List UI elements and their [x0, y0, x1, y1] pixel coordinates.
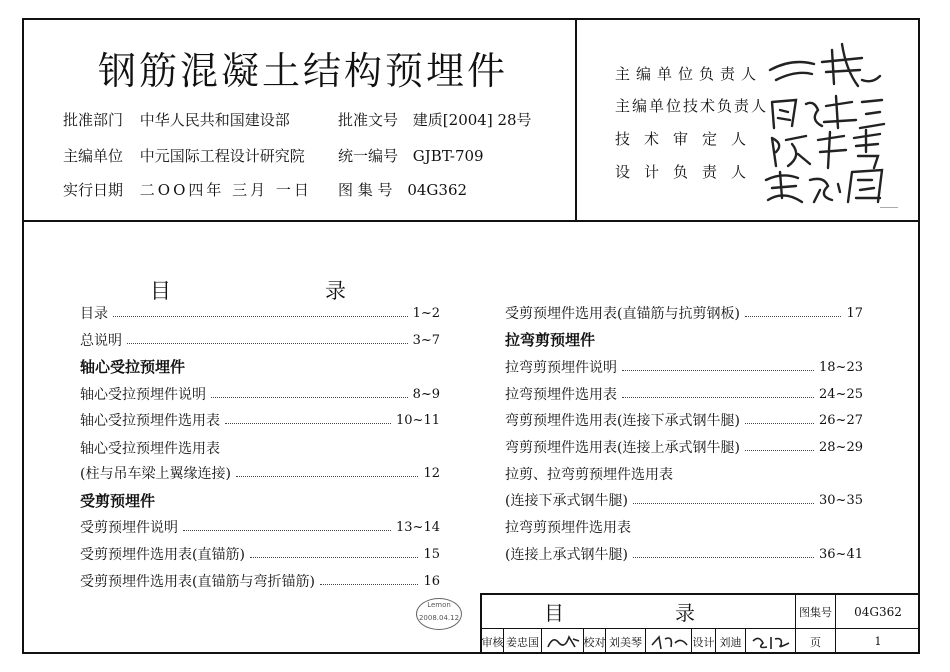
unified-no-label: 统一编号 — [338, 147, 399, 165]
toc-leader — [113, 316, 408, 317]
toc-heading-left: 目 — [150, 279, 171, 303]
page-value: 1 — [874, 635, 882, 648]
check-label: 校对 — [584, 629, 606, 654]
toc-item-title: 拉弯预埋件选用表 — [505, 387, 617, 403]
approve-dept-value: 中华人民共和国建设部 — [139, 111, 290, 129]
toc-leader — [745, 316, 842, 317]
toc-leader — [211, 397, 408, 398]
toc-item-title[interactable]: 拉弯剪预埋件选用表 — [505, 520, 631, 536]
design-signature — [746, 629, 796, 654]
toc-item-title: (连接下承式钢牛腿) — [505, 493, 628, 509]
toc-page: 13~14 — [396, 519, 440, 535]
unified-no-row — [338, 145, 484, 166]
atlas-no-label: 图 集 号 — [338, 181, 393, 199]
toc-leader — [633, 557, 814, 558]
toc-page: 17 — [846, 305, 863, 321]
toc-item[interactable] — [505, 302, 863, 324]
toc-page: 28~29 — [819, 439, 863, 455]
review-signature-icon — [545, 633, 581, 651]
toc-item-title: 拉弯剪预埋件说明 — [505, 360, 617, 376]
toc-item[interactable] — [80, 543, 440, 565]
toc-item-title: 轴心受拉预埋件说明 — [80, 387, 206, 403]
title-block-atlas-value: 04G362 — [836, 595, 920, 629]
toc-item[interactable] — [80, 409, 440, 431]
editor-label: 主编单位 — [63, 147, 124, 165]
toc-item-title[interactable]: 拉剪、拉弯剪预埋件选用表 — [505, 467, 673, 483]
impl-date-row — [63, 179, 312, 200]
responsible-designer: 设计负责人 — [615, 163, 761, 181]
toc-page: 16 — [423, 573, 440, 589]
atlas-no-row — [338, 179, 467, 200]
title-block-name-left: 目 — [544, 601, 564, 625]
toc-item[interactable] — [80, 329, 440, 351]
toc-item[interactable] — [505, 489, 863, 511]
toc-leader — [622, 370, 814, 371]
editor-value: 中元国际工程设计研究院 — [139, 147, 305, 165]
approve-doc-label: 批准文号 — [338, 111, 399, 129]
toc-leader — [745, 423, 814, 424]
check-signature-icon — [649, 633, 689, 651]
impl-date-value: 二OO四年 三月 一日 — [139, 181, 312, 199]
design-signature-icon — [749, 633, 793, 651]
toc-item-title: 弯剪预埋件选用表(连接下承式钢牛腿) — [505, 413, 740, 429]
toc-leader — [633, 503, 814, 504]
toc-item-title: 目录 — [80, 306, 108, 322]
approve-doc-value: 建质[2004] 28号 — [412, 111, 532, 129]
toc-page: 30~35 — [819, 492, 863, 508]
toc-page: 24~25 — [819, 386, 863, 402]
lemon-stamp — [416, 598, 462, 630]
stamp-line2: 2008.04.12 — [418, 614, 460, 622]
toc-item-title: 轴心受拉预埋件选用表 — [80, 413, 220, 429]
handwritten-signatures — [762, 40, 892, 205]
toc-leader — [250, 557, 419, 558]
scan-mark — [880, 207, 898, 208]
toc-item-title: 受剪预埋件选用表(直锚筋) — [80, 547, 245, 563]
toc-leader — [320, 584, 419, 585]
editor-row — [63, 145, 305, 166]
toc-leader — [225, 423, 391, 424]
toc-page: 8~9 — [412, 386, 440, 402]
design-name: 刘迪 — [716, 629, 746, 654]
approve-dept-row — [63, 109, 290, 130]
toc-item[interactable] — [80, 383, 440, 405]
toc-item[interactable] — [80, 516, 440, 538]
responsible-tech-chief: 主编单位技术负责人 — [615, 97, 769, 115]
title-block-name-right: 录 — [675, 601, 695, 625]
toc-page: 15 — [423, 546, 440, 562]
design-label: 设计 — [692, 629, 716, 654]
toc-page: 10~11 — [396, 412, 440, 428]
toc-item-title: 受剪预埋件选用表(直锚筋与弯折锚筋) — [80, 574, 315, 590]
toc-section-axial: 轴心受拉预埋件 — [80, 358, 186, 376]
approve-dept-label: 批准部门 — [63, 111, 124, 129]
responsible-reviewer: 技术审定人 — [615, 130, 761, 148]
impl-date-label: 实行日期 — [63, 181, 124, 199]
toc-item-title: (连接上承式钢牛腿) — [505, 547, 628, 563]
toc-leader — [127, 343, 408, 344]
toc-item[interactable] — [80, 570, 440, 592]
toc-item[interactable] — [505, 409, 863, 431]
toc-page: 36~41 — [819, 546, 863, 562]
header-divider — [22, 220, 920, 222]
unified-no-value: GJBT-709 — [412, 147, 484, 165]
signature-stroke — [770, 62, 814, 70]
toc-item[interactable] — [505, 356, 863, 378]
check-signature — [646, 629, 692, 654]
toc-page: 18~23 — [819, 359, 863, 375]
toc-item[interactable] — [505, 383, 863, 405]
title-block-name — [482, 595, 796, 629]
toc-item[interactable] — [80, 302, 440, 324]
review-signature — [542, 629, 584, 654]
toc-item[interactable] — [505, 543, 863, 565]
atlas-no-value: 04G362 — [407, 181, 468, 199]
responsible-chief: 主编单位负责人 — [615, 65, 763, 83]
toc-leader — [745, 450, 814, 451]
approve-doc-row — [338, 109, 532, 130]
toc-section-tension-bend-shear: 拉弯剪预埋件 — [505, 331, 596, 349]
toc-item[interactable] — [505, 436, 863, 458]
toc-leader — [236, 476, 419, 477]
toc-item-title: 弯剪预埋件选用表(连接上承式钢牛腿) — [505, 440, 740, 456]
toc-page: 1~2 — [412, 305, 440, 321]
document-title: 钢筋混凝土结构预埋件 — [98, 49, 509, 93]
toc-page: 3~7 — [412, 332, 440, 348]
toc-page: 12 — [423, 465, 440, 481]
title-block — [480, 593, 920, 654]
check-name: 刘美琴 — [606, 629, 646, 654]
toc-leader — [622, 397, 814, 398]
toc-page: 26~27 — [819, 412, 863, 428]
review-name: 姜忠国 — [504, 629, 542, 654]
stamp-line1: Lemon — [427, 601, 451, 609]
toc-item-title: (柱与吊车梁上翼缘连接) — [80, 466, 231, 482]
toc-heading-right: 录 — [325, 279, 346, 303]
toc-item-title: 总说明 — [80, 333, 122, 349]
page-label: 页 — [796, 629, 836, 654]
title-block-atlas-label: 图集号 — [796, 595, 836, 629]
toc-leader — [183, 530, 391, 531]
review-label: 审核 — [482, 629, 504, 654]
header-vertical-divider — [575, 18, 577, 220]
toc-item-title: 受剪预埋件选用表(直锚筋与抗剪钢板) — [505, 306, 740, 322]
toc-item[interactable] — [80, 462, 440, 484]
toc-section-shear: 受剪预埋件 — [80, 492, 156, 510]
toc-item-title[interactable]: 轴心受拉预埋件选用表 — [80, 441, 220, 457]
toc-item-title: 受剪预埋件说明 — [80, 520, 178, 536]
